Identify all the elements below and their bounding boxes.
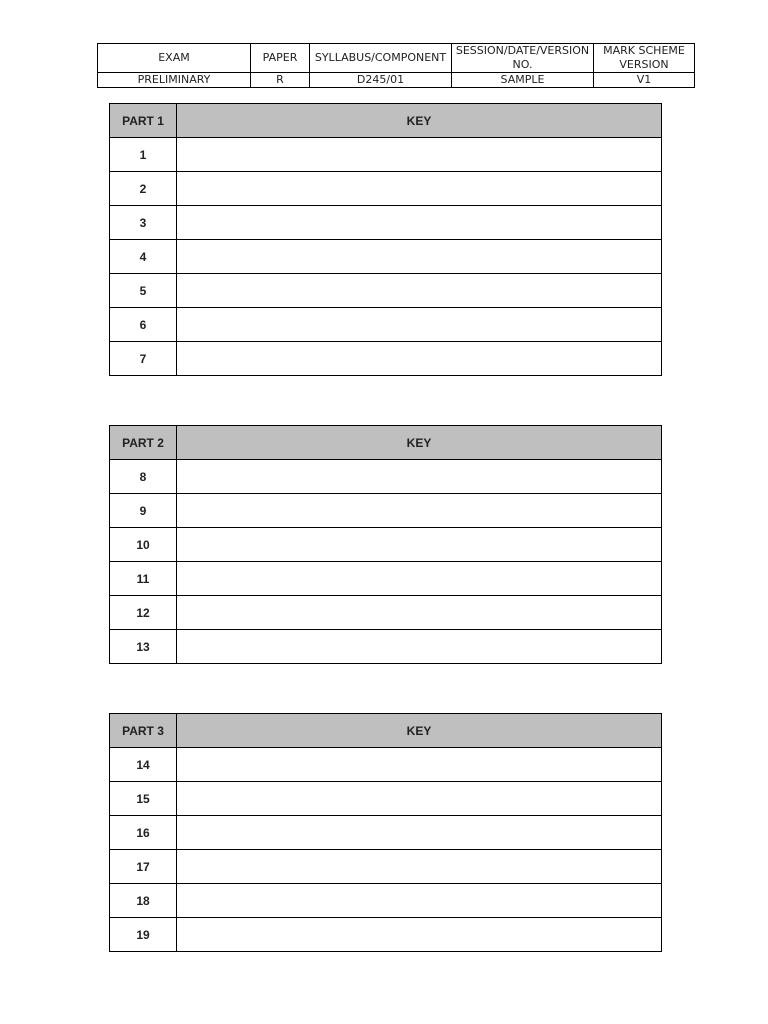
- answer-cell[interactable]: [177, 816, 662, 850]
- table-row: [110, 918, 662, 952]
- question-number: 19: [110, 918, 177, 952]
- table-row: [110, 596, 662, 630]
- part-header-row: [110, 714, 662, 748]
- table-row: [110, 528, 662, 562]
- header-value-mark-scheme: V1: [594, 73, 695, 88]
- question-number: 2: [110, 172, 177, 206]
- part-3-table: [109, 713, 662, 952]
- answer-cell[interactable]: [177, 138, 662, 172]
- header-label-syllabus: SYLLABUS/COMPONENT: [310, 44, 452, 73]
- table-row: [110, 562, 662, 596]
- header-label-session: SESSION/DATE/VERSION NO.: [452, 44, 594, 73]
- table-row: [110, 342, 662, 376]
- table-row: [110, 494, 662, 528]
- part-title: PART 3: [110, 714, 177, 748]
- question-number: 4: [110, 240, 177, 274]
- table-row: [110, 782, 662, 816]
- table-row: [110, 884, 662, 918]
- exam-header-table: [97, 43, 695, 88]
- answer-cell[interactable]: [177, 460, 662, 494]
- answer-cell[interactable]: [177, 274, 662, 308]
- question-number: 9: [110, 494, 177, 528]
- answer-cell[interactable]: [177, 596, 662, 630]
- key-header: KEY: [177, 426, 662, 460]
- answer-cell[interactable]: [177, 308, 662, 342]
- answer-cell[interactable]: [177, 342, 662, 376]
- answer-cell[interactable]: [177, 918, 662, 952]
- table-row: [110, 138, 662, 172]
- key-header: KEY: [177, 714, 662, 748]
- answer-cell[interactable]: [177, 206, 662, 240]
- question-number: 6: [110, 308, 177, 342]
- answer-cell[interactable]: [177, 562, 662, 596]
- question-number: 17: [110, 850, 177, 884]
- question-number: 14: [110, 748, 177, 782]
- header-value-session: SAMPLE: [452, 73, 594, 88]
- header-label-mark-scheme: MARK SCHEME VERSION: [594, 44, 695, 73]
- question-number: 1: [110, 138, 177, 172]
- question-number: 7: [110, 342, 177, 376]
- table-row: [110, 274, 662, 308]
- header-label-exam: EXAM: [98, 44, 251, 73]
- question-number: 13: [110, 630, 177, 664]
- answer-cell[interactable]: [177, 528, 662, 562]
- header-values-row: [98, 73, 695, 88]
- header-value-syllabus: D245/01: [310, 73, 452, 88]
- part-header-row: [110, 104, 662, 138]
- question-number: 12: [110, 596, 177, 630]
- table-row: [110, 630, 662, 664]
- header-labels-row: [98, 44, 695, 73]
- answer-cell[interactable]: [177, 630, 662, 664]
- question-number: 18: [110, 884, 177, 918]
- header-value-paper: R: [251, 73, 310, 88]
- table-row: [110, 816, 662, 850]
- question-number: 16: [110, 816, 177, 850]
- key-header: KEY: [177, 104, 662, 138]
- part-1-table: [109, 103, 662, 376]
- question-number: 8: [110, 460, 177, 494]
- question-number: 11: [110, 562, 177, 596]
- answer-cell[interactable]: [177, 748, 662, 782]
- part-title: PART 2: [110, 426, 177, 460]
- answer-cell[interactable]: [177, 172, 662, 206]
- answer-cell[interactable]: [177, 494, 662, 528]
- part-2-table: [109, 425, 662, 664]
- header-label-paper: PAPER: [251, 44, 310, 73]
- header-value-exam: PRELIMINARY: [98, 73, 251, 88]
- table-row: [110, 850, 662, 884]
- table-row: [110, 172, 662, 206]
- table-row: [110, 240, 662, 274]
- answer-cell[interactable]: [177, 240, 662, 274]
- question-number: 15: [110, 782, 177, 816]
- answer-cell[interactable]: [177, 850, 662, 884]
- question-number: 5: [110, 274, 177, 308]
- answer-cell[interactable]: [177, 884, 662, 918]
- part-header-row: [110, 426, 662, 460]
- table-row: [110, 308, 662, 342]
- answer-cell[interactable]: [177, 782, 662, 816]
- table-row: [110, 748, 662, 782]
- part-title: PART 1: [110, 104, 177, 138]
- question-number: 3: [110, 206, 177, 240]
- table-row: [110, 460, 662, 494]
- question-number: 10: [110, 528, 177, 562]
- table-row: [110, 206, 662, 240]
